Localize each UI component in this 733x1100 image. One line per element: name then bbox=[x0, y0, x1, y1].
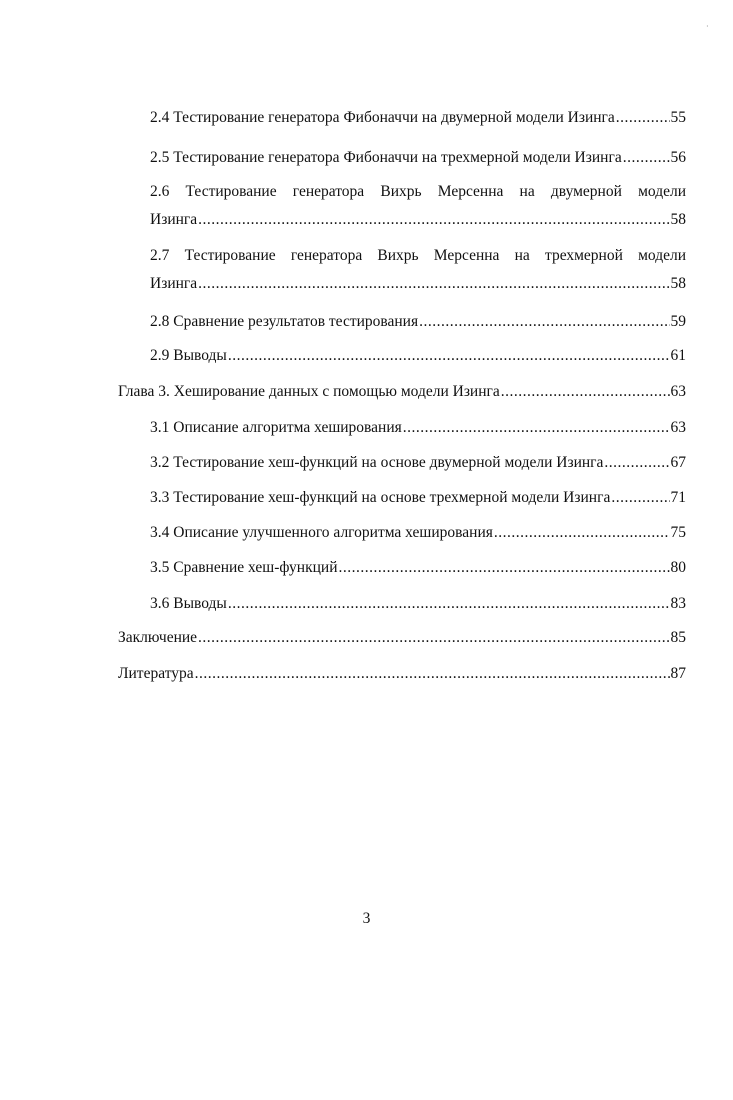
toc-entry-page: 75 bbox=[670, 524, 686, 541]
toc-entry-title: 3.1 Описание алгоритма хеширования bbox=[150, 419, 402, 436]
toc-entry-page: 63 bbox=[670, 419, 686, 436]
corner-mark: · bbox=[706, 22, 709, 31]
toc-entry-chapter-3[interactable] bbox=[118, 382, 686, 402]
toc-entry-title: 3.3 Тестирование хеш-функций на основе трехмерной модели Изинга bbox=[150, 489, 611, 506]
dot-leader bbox=[198, 274, 669, 294]
toc-entry-page: 58 bbox=[670, 275, 686, 292]
dot-leader bbox=[494, 523, 670, 543]
toc-entry-2-4[interactable] bbox=[150, 108, 686, 128]
toc-entry-2-6[interactable] bbox=[150, 210, 686, 230]
toc-entry-title: Заключение bbox=[118, 629, 198, 646]
toc-entry-page: 87 bbox=[670, 665, 686, 682]
dot-leader bbox=[403, 418, 670, 438]
toc-entry-2-6-line1: 2.6 Тестирование генератора Вихрь Мерсенна на двумерной модели bbox=[150, 183, 686, 200]
toc-entry-2-7[interactable] bbox=[150, 274, 686, 294]
dot-leader bbox=[195, 664, 670, 684]
toc-entry-title: 3.2 Тестирование хеш-функций на основе двумерной модели Изинга bbox=[150, 454, 604, 471]
toc-entry-3-6[interactable] bbox=[150, 594, 686, 614]
toc-entry-page: 61 bbox=[670, 347, 686, 364]
toc-entry-3-4[interactable] bbox=[150, 523, 686, 543]
toc-entry-title: 3.5 Сравнение хеш-функций bbox=[150, 559, 338, 576]
dot-leader bbox=[623, 148, 670, 168]
toc-entry-title: Изинга bbox=[150, 211, 198, 228]
toc-entry-page: 83 bbox=[670, 595, 686, 612]
toc-entry-page: 55 bbox=[670, 109, 686, 126]
toc-entry-title: 2.4 Тестирование генератора Фибоначчи на двумерной модели Изинга bbox=[150, 109, 615, 126]
toc-entry-title: Изинга bbox=[150, 275, 198, 292]
toc-entry-3-2[interactable] bbox=[150, 453, 686, 473]
toc-entry-page: 71 bbox=[670, 489, 686, 506]
toc-entry-title: 3.4 Описание улучшенного алгоритма хеширования bbox=[150, 524, 493, 541]
toc-entry-page: 80 bbox=[670, 559, 686, 576]
page-number: 3 bbox=[362, 910, 371, 927]
dot-leader bbox=[339, 558, 670, 578]
toc-entry-title: 2.8 Сравнение результатов тестирования bbox=[150, 313, 419, 330]
dot-leader bbox=[419, 312, 669, 332]
toc-entry-literature[interactable] bbox=[118, 664, 686, 684]
toc-entry-2-5[interactable] bbox=[150, 148, 686, 168]
dot-leader bbox=[501, 382, 670, 402]
toc-entry-title: 2.5 Тестирование генератора Фибоначчи на трехмерной модели Изинга bbox=[150, 149, 622, 166]
dot-leader bbox=[198, 628, 669, 648]
dot-leader bbox=[611, 488, 669, 508]
toc-entry-page: 59 bbox=[670, 313, 686, 330]
toc-entry-title: Литература bbox=[118, 665, 194, 682]
dot-leader bbox=[228, 346, 670, 366]
toc-entry-3-1[interactable] bbox=[150, 418, 686, 438]
dot-leader bbox=[604, 453, 669, 473]
toc-entry-2-7-line1: 2.7 Тестирование генератора Вихрь Мерсенна на трехмерной модели bbox=[150, 247, 686, 264]
toc-entry-page: 56 bbox=[670, 149, 686, 166]
toc-entry-3-3[interactable] bbox=[150, 488, 686, 508]
toc-entry-title: Глава 3. Хеширование данных с помощью модели Изинга bbox=[118, 383, 500, 400]
toc-entry-2-8[interactable] bbox=[150, 312, 686, 332]
toc-entry-title: 3.6 Выводы bbox=[150, 595, 227, 612]
dot-leader bbox=[228, 594, 670, 614]
toc-entry-page: 58 bbox=[670, 211, 686, 228]
dot-leader bbox=[616, 108, 670, 128]
dot-leader bbox=[198, 210, 669, 230]
toc-entry-conclusion[interactable] bbox=[118, 628, 686, 648]
toc-entry-2-9[interactable] bbox=[150, 346, 686, 366]
toc-entry-page: 85 bbox=[670, 629, 686, 646]
toc-entry-page: 67 bbox=[670, 454, 686, 471]
toc-entry-3-5[interactable] bbox=[150, 558, 686, 578]
toc-entry-title: 2.9 Выводы bbox=[150, 347, 227, 364]
toc-entry-page: 63 bbox=[670, 383, 686, 400]
